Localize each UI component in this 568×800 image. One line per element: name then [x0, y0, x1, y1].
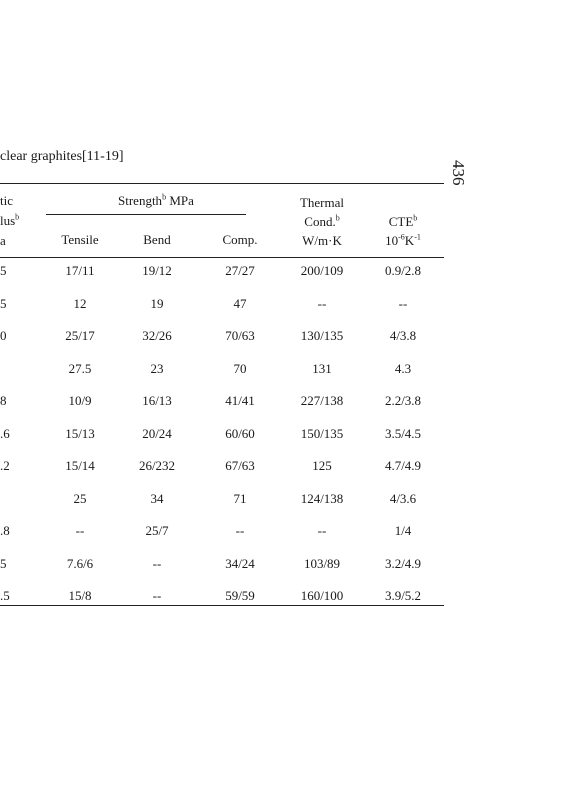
cell-modulus-fragment: .5	[0, 588, 10, 603]
header-modulus-line1: tic	[0, 193, 13, 208]
cell-comp: 70	[233, 361, 247, 376]
cell-tensile: 15/13	[65, 426, 95, 441]
cell-tensile: 15/14	[65, 458, 95, 473]
cell-modulus-fragment: 8	[0, 393, 7, 408]
cell-tensile: 25/17	[65, 328, 95, 343]
header-bottom-rule	[0, 257, 444, 258]
cell-bend: 16/13	[142, 393, 172, 408]
header-thermal-line1: Thermal	[299, 195, 345, 210]
header-thermal-line2: Cond.$^b$	[304, 213, 340, 229]
cell-cte: --	[398, 296, 408, 311]
cell-tensile: 10/9	[68, 393, 92, 408]
cell-thermal-conductivity: 103/89	[303, 556, 341, 571]
cell-bend: --	[152, 588, 162, 603]
cell-comp: 59/59	[225, 588, 255, 603]
cell-thermal-conductivity: 227/138	[300, 393, 344, 408]
cell-modulus-fragment: .8	[0, 523, 10, 538]
cell-cte: 2.2/3.8	[384, 393, 422, 408]
cell-cte: 0.9/2.8	[384, 263, 422, 278]
cell-bend: 19/12	[142, 263, 172, 278]
cell-tensile: 17/11	[65, 263, 95, 278]
cell-comp: 41/41	[225, 393, 255, 408]
cell-thermal-conductivity: 130/135	[300, 328, 344, 343]
cell-bend: 19	[150, 296, 164, 311]
page-number: 436	[449, 160, 468, 186]
cell-thermal-conductivity: 200/109	[300, 263, 344, 278]
cell-modulus-fragment: 5	[0, 296, 7, 311]
cell-cte: 4/3.8	[389, 328, 417, 343]
cell-bend: 23	[150, 361, 164, 376]
cell-bend: 26/232	[138, 458, 176, 473]
table-caption: clear graphites[11-19]	[0, 149, 124, 164]
cell-cte: 3.2/4.9	[384, 556, 422, 571]
cell-bend: --	[152, 556, 162, 571]
cell-comp: 67/63	[225, 458, 255, 473]
table-bottom-rule	[0, 605, 444, 606]
header-modulus-line2: lus$^b$	[0, 212, 20, 228]
cell-modulus-fragment: 5	[0, 263, 7, 278]
strength-group-rule	[46, 214, 246, 215]
cell-bend: 25/7	[145, 523, 169, 538]
cell-tensile: 12	[73, 296, 87, 311]
cell-cte: 1/4	[394, 523, 412, 538]
cell-thermal-conductivity: 131	[312, 361, 332, 376]
cell-bend: 32/26	[142, 328, 172, 343]
cell-thermal-conductivity: --	[317, 296, 327, 311]
cell-tensile: 15/8	[68, 588, 92, 603]
cell-modulus-fragment: .2	[0, 458, 10, 473]
header-cte-line1: CTE$^b$	[388, 213, 418, 229]
header-tensile: Tensile	[61, 232, 99, 247]
cell-cte: 4.7/4.9	[384, 458, 422, 473]
cell-cte: 3.5/4.5	[384, 426, 422, 441]
cell-comp: 70/63	[225, 328, 255, 343]
table-top-rule	[0, 183, 444, 184]
header-modulus-line3: a	[0, 233, 6, 248]
cell-tensile: --	[75, 523, 85, 538]
cell-comp: --	[235, 523, 245, 538]
cell-comp: 34/24	[225, 556, 255, 571]
cell-tensile: 7.6/6	[66, 556, 94, 571]
cell-thermal-conductivity: 125	[312, 458, 332, 473]
cell-cte: 4/3.6	[389, 491, 417, 506]
cell-bend: 20/24	[142, 426, 172, 441]
header-strength-group: Strength$^b$ MPa	[118, 192, 194, 208]
header-cte-line2: $10^{-6}K^{-1}$	[385, 232, 421, 248]
cell-tensile: 25	[73, 491, 87, 506]
cell-modulus-fragment: 0	[0, 328, 7, 343]
cell-thermal-conductivity: 160/100	[300, 588, 344, 603]
header-thermal-line3: W/m·K	[302, 233, 342, 248]
cell-thermal-conductivity: --	[317, 523, 327, 538]
header-bend: Bend	[143, 232, 171, 247]
cell-cte: 4.3	[394, 361, 412, 376]
cell-comp: 71	[233, 491, 247, 506]
header-comp: Comp.	[222, 232, 258, 247]
cell-bend: 34	[150, 491, 164, 506]
cell-tensile: 27.5	[68, 361, 92, 376]
cell-cte: 3.9/5.2	[384, 588, 422, 603]
cell-comp: 60/60	[225, 426, 255, 441]
cell-modulus-fragment: 5	[0, 556, 7, 571]
cell-thermal-conductivity: 150/135	[300, 426, 344, 441]
cell-comp: 27/27	[225, 263, 255, 278]
cell-thermal-conductivity: 124/138	[300, 491, 344, 506]
cell-comp: 47	[233, 296, 247, 311]
cell-modulus-fragment: .6	[0, 426, 10, 441]
